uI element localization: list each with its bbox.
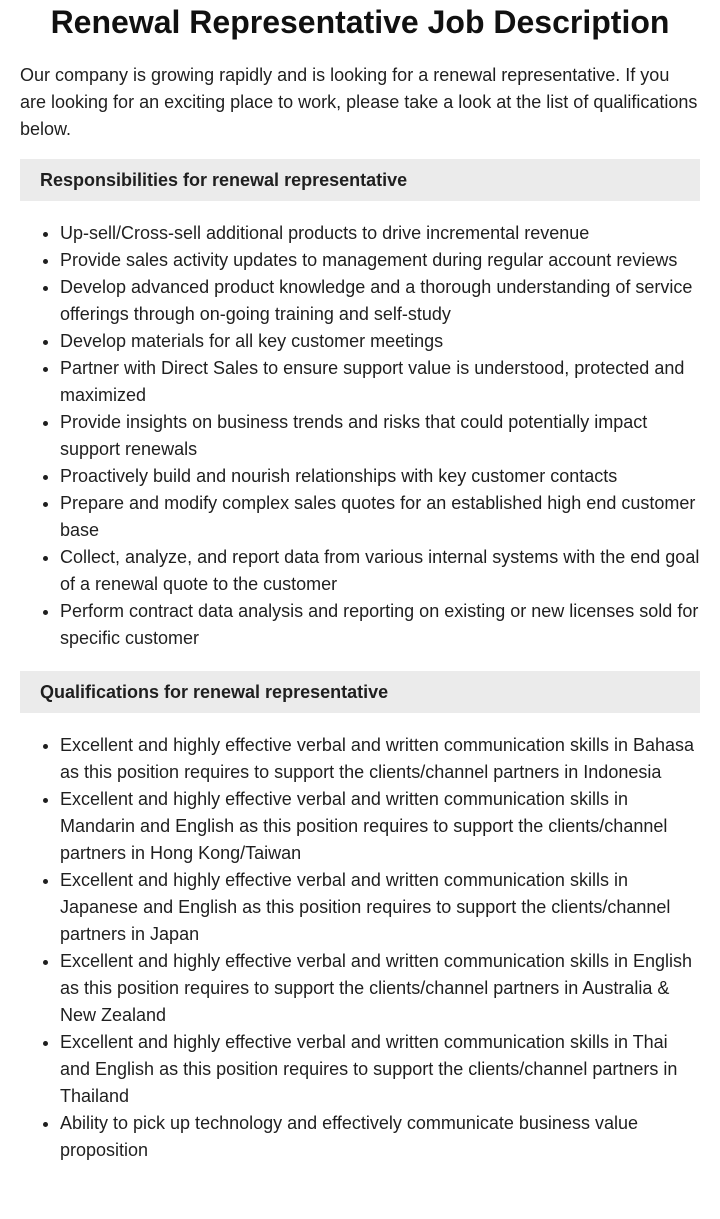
responsibilities-list bbox=[20, 220, 700, 652]
responsibility-item: • Perform contract data analysis and reporting on existing or new licenses sold for specific customer bbox=[60, 598, 700, 652]
responsibility-item: • Up-sell/Cross-sell additional products to drive incremental revenue bbox=[60, 220, 700, 247]
qualification-item: • Excellent and highly effective verbal and written communication skills in Bahasa as this position requires to support the clients/channel partners in Indonesia bbox=[60, 732, 700, 786]
qualification-item: • Excellent and highly effective verbal and written communication skills in Japanese and English as this position requires to support the clients/channel partners in Japan bbox=[60, 867, 700, 948]
qualification-item: • Excellent and highly effective verbal and written communication skills in English as this position requires to support the clients/channel partners in Australia & New Zealand bbox=[60, 948, 700, 1029]
responsibility-item: • Partner with Direct Sales to ensure support value is understood, protected and maximized bbox=[60, 355, 700, 409]
responsibilities-heading: Responsibilities for renewal representative bbox=[20, 159, 700, 201]
responsibility-item: • Proactively build and nourish relationships with key customer contacts bbox=[60, 463, 700, 490]
responsibility-item: • Prepare and modify complex sales quotes for an established high end customer base bbox=[60, 490, 700, 544]
responsibility-item: • Provide insights on business trends and risks that could potentially impact support renewals bbox=[60, 409, 700, 463]
page-title: Renewal Representative Job Description bbox=[50, 4, 670, 40]
qualification-item: • Excellent and highly effective verbal and written communication skills in Thai and English as this position requires to support the clients/channel partners in Thailand bbox=[60, 1029, 700, 1110]
responsibility-item: • Develop advanced product knowledge and a thorough understanding of service offerings through on-going training and self-study bbox=[60, 274, 700, 328]
qualification-item: • Excellent and highly effective verbal and written communication skills in Mandarin and English as this position requires to support the clients/channel partners in Hong Kong/Taiwan bbox=[60, 786, 700, 867]
intro-paragraph: Our company is growing rapidly and is looking for a renewal representative. If you are looking for an exciting place to work, please take a look at the list of qualifications below. bbox=[20, 65, 698, 139]
qualifications-heading: Qualifications for renewal representative bbox=[20, 671, 700, 713]
qualifications-list bbox=[20, 732, 700, 1164]
responsibility-item: • Collect, analyze, and report data from various internal systems with the end goal of a renewal quote to the customer bbox=[60, 544, 700, 598]
qualification-item: • Ability to pick up technology and effectively communicate business value proposition bbox=[60, 1110, 700, 1164]
responsibility-item: • Develop materials for all key customer meetings bbox=[60, 328, 700, 355]
responsibility-item: • Provide sales activity updates to management during regular account reviews bbox=[60, 247, 700, 274]
